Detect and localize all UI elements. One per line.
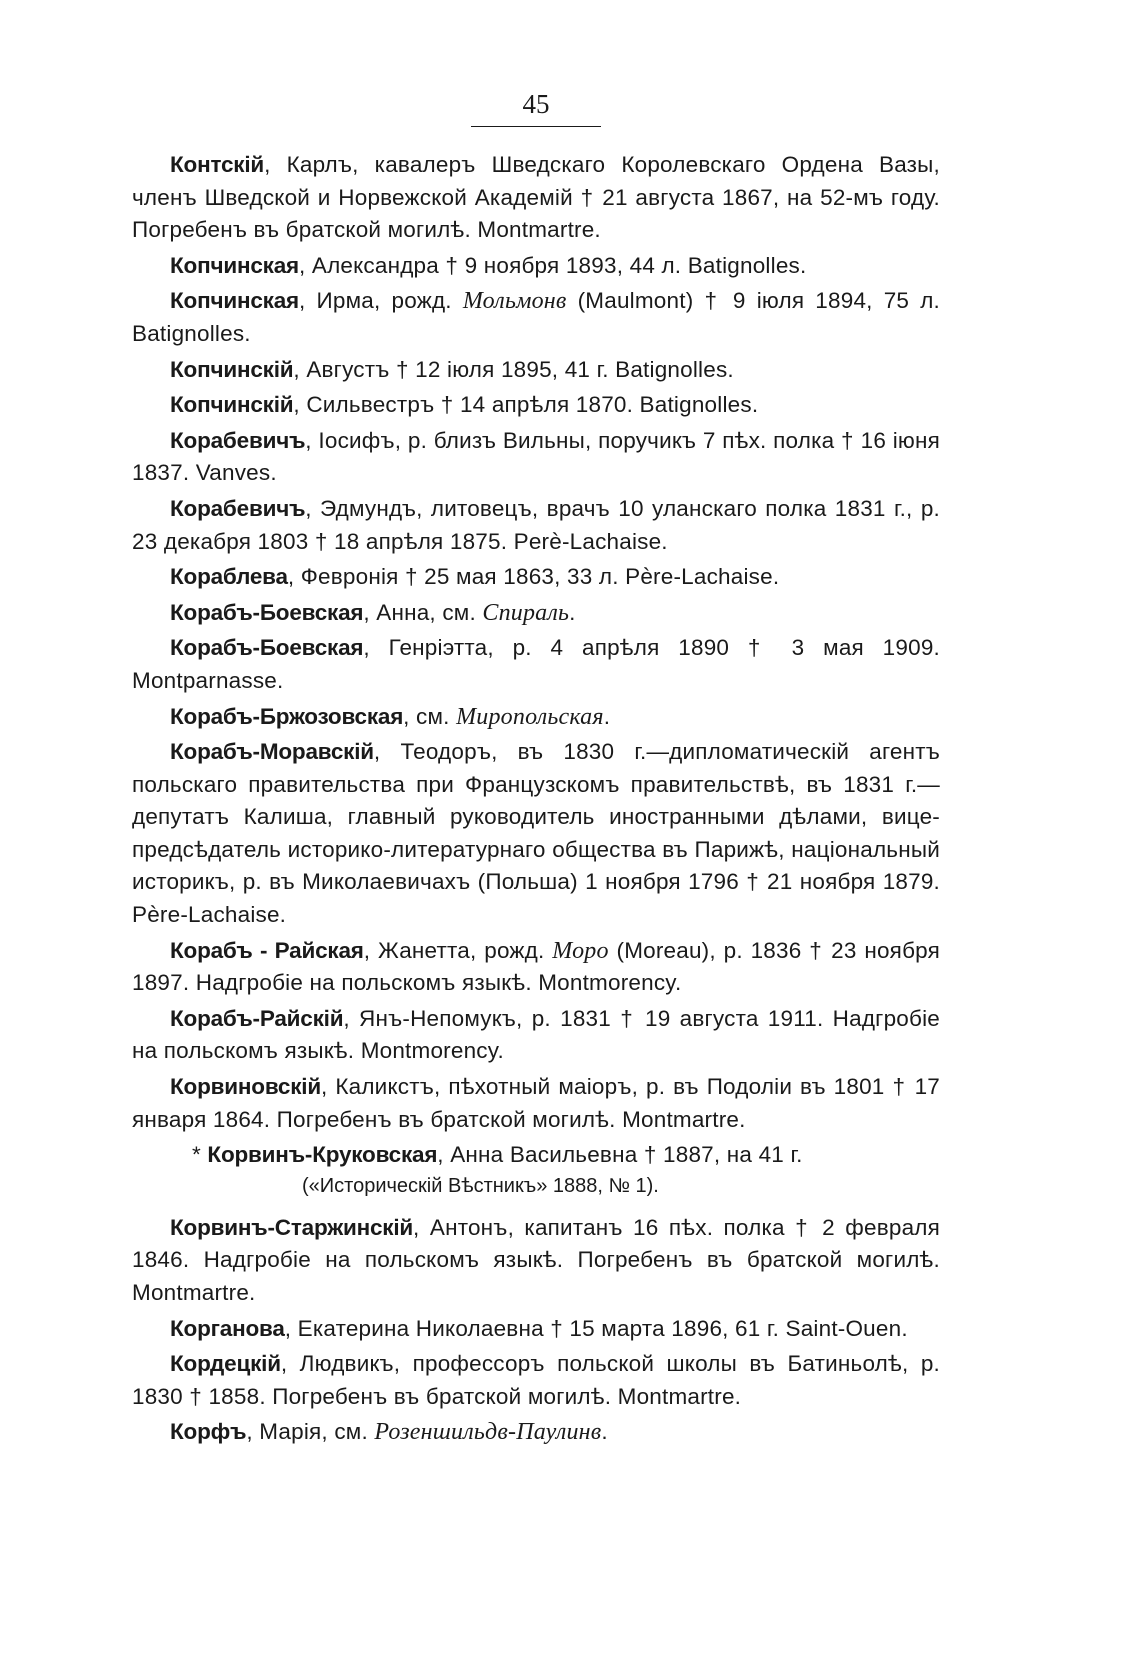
entry-text: (Maulmont) † 9 іюля 1894, 75 л. Batignolles. [132, 288, 940, 346]
entry [132, 1212, 940, 1310]
entry-text-lead: , Анна, см. [363, 599, 483, 625]
entry-text: . [601, 1419, 608, 1445]
entry-reference-name: Розеншильдв-Паулинв [374, 1419, 602, 1446]
entry-name: Копчинская [170, 288, 299, 314]
entry-text: , Антонъ, капитанъ 16 пѣх. полка † 2 февраля 1846. Надгробіе на польскомъ языкѣ. Погребенъ въ братской могилѣ. Montmartre. [132, 1214, 940, 1305]
entry-text: , Каликстъ, пѣхотный маіоръ, р. въ Подоліи въ 1801 † 17 января 1864. Погребенъ въ братской могилѣ. Montmartre. [132, 1074, 940, 1132]
entry-name: Копчинскій [170, 392, 294, 418]
entry-name: Копчинская [170, 252, 299, 278]
entry [132, 389, 940, 422]
entry [132, 597, 940, 630]
entry-name: Корабъ-Боевская [170, 635, 364, 661]
entry-name: Корвинъ-Старжинскій [170, 1214, 414, 1240]
entry-text: , Александра † 9 ноября 1893, 44 л. Batignolles. [298, 252, 807, 278]
entry [132, 632, 940, 697]
entry [132, 285, 940, 350]
entry-reference-name: Мольмонв [462, 288, 567, 315]
entry-text: , Людвикъ, профессоръ польской школы въ Батиньолѣ, р. 1830 † 1858. Погребенъ въ братской могилѣ. Montmartre. [132, 1351, 940, 1409]
entry-text: , Эдмундъ, литовецъ, врачъ 10 уланскаго полка 1831 г., р. 23 декабря 1803 † 18 апрѣля 1875. Perè-Lachaise. [132, 495, 940, 554]
entry-text-lead: , Жанетта, рожд. [363, 937, 553, 963]
entry-name: Корабъ-Бржозовская [170, 703, 404, 729]
entry-text: , Генріэтта, р. 4 апрѣля 1890 † 3 мая 1909. Montparnasse. [132, 635, 940, 693]
entry [132, 493, 940, 558]
entry-source: («Историческій Вѣстникъ» 1888, № 1). [302, 1174, 659, 1197]
entry [132, 1313, 940, 1346]
entry-name: Кордецкій [170, 1351, 281, 1377]
entry-name: Кораблева [170, 564, 288, 590]
entry [132, 1139, 940, 1172]
entry [132, 1003, 940, 1068]
entry-name: Корабевичъ [170, 495, 306, 521]
entry [132, 736, 940, 932]
entry [132, 701, 940, 734]
entry-text: , Карлъ, кавалеръ Шведскаго Королевскаго Ордена Вазы, членъ Шведской и Норвежской Академій † 21 августа 1867, на 52-мъ году. Погребенъ въ братской могилѣ. Montmartre. [132, 152, 940, 243]
asterisk-mark: * [192, 1142, 208, 1168]
entry-text: , Янъ-Непомукъ, р. 1831 † 19 августа 1911. Надгробіе на польскомъ языкѣ. Montmorency. [132, 1005, 940, 1064]
entry [132, 935, 940, 1000]
page-number: 45 [471, 84, 601, 127]
document-page [132, 84, 940, 1452]
entry [132, 149, 940, 247]
entry-reference-name: Спираль [482, 599, 570, 626]
entry-text-lead: , см. [403, 703, 457, 729]
entry-name: Корвиновскій [170, 1074, 321, 1100]
entry-text-lead: , Ирма, рожд. [298, 288, 463, 314]
entry-name: Корабъ-Райскій [170, 1005, 344, 1031]
entry-reference-name: Миропольская [456, 703, 604, 730]
entry-name: Корфъ [170, 1419, 247, 1445]
entry-name: Корабевичъ [170, 427, 306, 453]
entry [132, 425, 940, 490]
entry [132, 1071, 940, 1136]
entry [132, 354, 940, 387]
entry-text: , Февронія † 25 мая 1863, 33 л. Père-Lachaise. [287, 564, 780, 590]
entry-name: Корвинъ-Круковская [207, 1142, 438, 1168]
entry-text: (Moreau), р. 1836 † 23 ноября 1897. Надгробіе на польскомъ языкѣ. Montmorency. [132, 937, 941, 996]
entry-name: Корганова [170, 1315, 285, 1341]
entry-name: Корабъ-Моравскій [170, 739, 374, 765]
entry-list [132, 149, 940, 1449]
entry [132, 561, 940, 594]
entry-name: Контскій [170, 152, 265, 177]
entry [132, 1416, 940, 1449]
entry [132, 1348, 940, 1413]
entry-text-lead: , Марія, см. [246, 1419, 375, 1445]
entry [132, 250, 940, 283]
entry-text: . [603, 703, 611, 729]
entry-text: . [569, 599, 576, 625]
entry-name: Копчинскій [170, 356, 294, 382]
entry-name: Корабъ - Райская [170, 937, 364, 963]
entry-text: , Августъ † 12 іюля 1895, 41 г. Batignolles. [293, 356, 734, 382]
entry-reference-name: Моро [552, 937, 609, 964]
entry-text: , Екатерина Николаевна † 15 марта 1896, 61 г. Saint-Ouen. [284, 1315, 908, 1341]
entry-text: , Іосифъ, р. близъ Вильны, поручикъ 7 пѣх. полка † 16 іюня 1837. Vanves. [132, 427, 940, 486]
entry-text: , Теодоръ, въ 1830 г.—дипломатическій агентъ польскаго правительства при Французскомъ правительствѣ, въ 1831 г.—депутатъ Калиша, главный руководитель иностранными дѣлами, вице-предсѣдатель историко-литературнаго общества въ Парижѣ, національный историкъ, р. въ Миколаевичахъ (Польша) 1 ноября 1796 † 21 ноября 1879. Père-Lachaise. [132, 739, 940, 928]
entry-text: , Анна Васильевна † 1887, на 41 г. [437, 1142, 803, 1168]
entry-name: Корабъ-Боевская [170, 599, 364, 625]
entry-text: , Сильвестръ † 14 апрѣля 1870. Batignolles. [293, 392, 759, 418]
